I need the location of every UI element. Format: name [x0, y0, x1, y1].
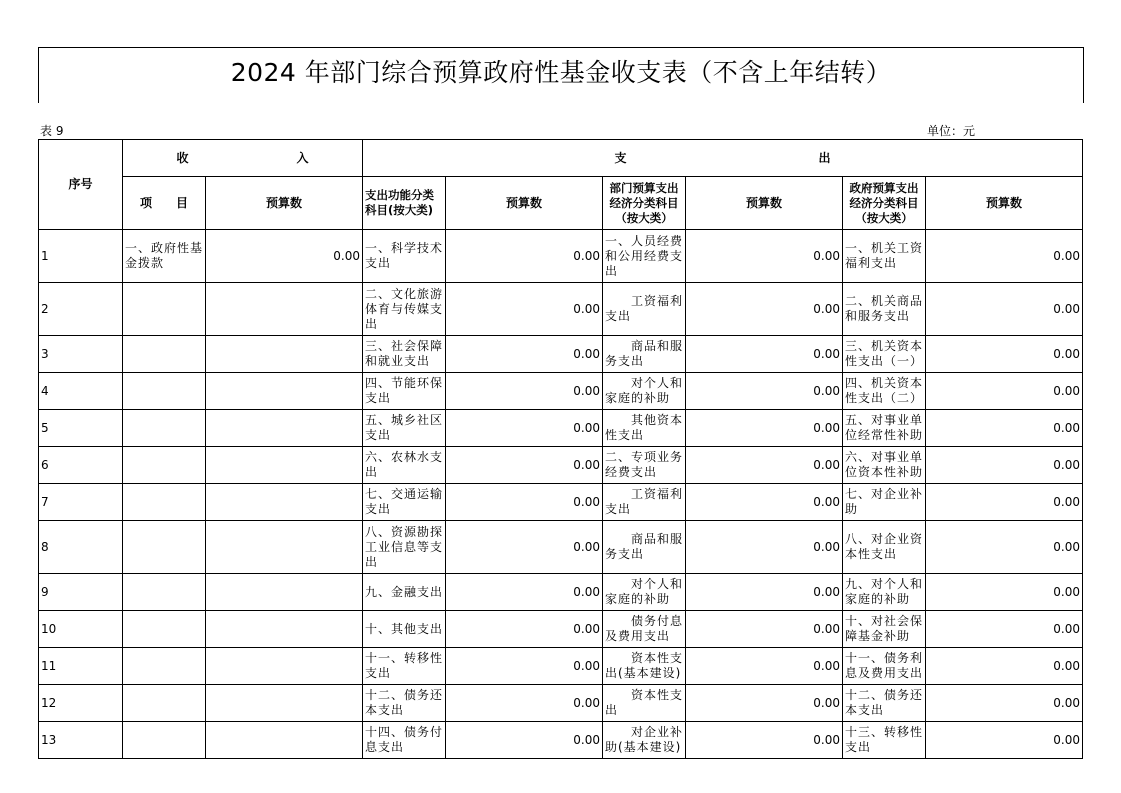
row-gov-amount: 0.00 [926, 484, 1083, 521]
row-gov-item: 一、机关工资福利支出 [843, 230, 926, 283]
row-dept-item: 工资福利支出 [603, 283, 686, 336]
row-gov-amount: 0.00 [926, 685, 1083, 722]
row-item-amount [206, 611, 363, 648]
row-func-item: 七、交通运输支出 [363, 484, 446, 521]
row-gov-item: 七、对企业补助 [843, 484, 926, 521]
row-func-item: 二、文化旅游体育与传媒支出 [363, 283, 446, 336]
row-item [123, 283, 206, 336]
row-item [123, 373, 206, 410]
row-gov-amount: 0.00 [926, 230, 1083, 283]
row-func-item: 九、金融支出 [363, 574, 446, 611]
table-row [39, 521, 1083, 574]
header-income: 收 入 [123, 140, 363, 177]
row-item [123, 521, 206, 574]
row-dept-amount: 0.00 [686, 611, 843, 648]
table-row [39, 611, 1083, 648]
row-item [123, 611, 206, 648]
row-item-amount [206, 484, 363, 521]
row-item-amount [206, 521, 363, 574]
row-func-item: 三、社会保障和就业支出 [363, 336, 446, 373]
row-item-amount [206, 722, 363, 759]
table-row [39, 574, 1083, 611]
row-item-amount [206, 283, 363, 336]
row-gov-item: 四、机关资本性支出（二） [843, 373, 926, 410]
row-dept-amount: 0.00 [686, 283, 843, 336]
row-item-amount: 0.00 [206, 230, 363, 283]
header-budget-gov: 预算数 [926, 177, 1083, 230]
row-seq: 4 [39, 373, 123, 410]
row-func-amount: 0.00 [446, 611, 603, 648]
row-item [123, 648, 206, 685]
row-seq: 2 [39, 283, 123, 336]
header-budget-income: 预算数 [206, 177, 363, 230]
row-gov-item: 六、对事业单位资本性补助 [843, 447, 926, 484]
row-dept-item: 其他资本性支出 [603, 410, 686, 447]
row-func-item: 十、其他支出 [363, 611, 446, 648]
row-item [123, 685, 206, 722]
row-dept-amount: 0.00 [686, 484, 843, 521]
row-gov-item: 二、机关商品和服务支出 [843, 283, 926, 336]
row-gov-item: 五、对事业单位经常性补助 [843, 410, 926, 447]
row-dept-amount: 0.00 [686, 373, 843, 410]
table-row [39, 230, 1083, 283]
row-seq: 9 [39, 574, 123, 611]
row-gov-amount: 0.00 [926, 410, 1083, 447]
budget-table [38, 139, 1083, 759]
row-func-amount: 0.00 [446, 336, 603, 373]
row-dept-item: 商品和服务支出 [603, 336, 686, 373]
row-gov-item: 十二、债务还本支出 [843, 685, 926, 722]
row-item-amount [206, 336, 363, 373]
row-dept-amount: 0.00 [686, 336, 843, 373]
row-gov-amount: 0.00 [926, 574, 1083, 611]
row-item [123, 447, 206, 484]
row-func-item: 十二、债务还本支出 [363, 685, 446, 722]
header-dept-econ: 部门预算支出经济分类科目（按大类） [603, 177, 686, 230]
table-row [39, 648, 1083, 685]
row-item-amount [206, 447, 363, 484]
row-dept-item: 对企业补助(基本建设) [603, 722, 686, 759]
row-dept-amount: 0.00 [686, 447, 843, 484]
table-row [39, 722, 1083, 759]
row-dept-item: 对个人和家庭的补助 [603, 574, 686, 611]
row-gov-amount: 0.00 [926, 648, 1083, 685]
row-seq: 1 [39, 230, 123, 283]
row-gov-item: 八、对企业资本性支出 [843, 521, 926, 574]
row-seq: 13 [39, 722, 123, 759]
row-seq: 5 [39, 410, 123, 447]
row-gov-item: 十一、债务利息及费用支出 [843, 648, 926, 685]
table-row [39, 336, 1083, 373]
row-item-amount [206, 685, 363, 722]
row-gov-amount: 0.00 [926, 283, 1083, 336]
header-seq: 序号 [39, 140, 123, 230]
row-func-item: 十四、债务付息支出 [363, 722, 446, 759]
row-seq: 7 [39, 484, 123, 521]
header-expense: 支 出 [363, 140, 1083, 177]
row-gov-amount: 0.00 [926, 447, 1083, 484]
header-budget-dept: 预算数 [686, 177, 843, 230]
row-func-amount: 0.00 [446, 648, 603, 685]
row-dept-item: 债务付息及费用支出 [603, 611, 686, 648]
row-item [123, 574, 206, 611]
row-item [123, 722, 206, 759]
table-row [39, 283, 1083, 336]
row-dept-item: 一、人员经费和公用经费支出 [603, 230, 686, 283]
table-row [39, 373, 1083, 410]
row-gov-item: 十、对社会保障基金补助 [843, 611, 926, 648]
row-func-amount: 0.00 [446, 484, 603, 521]
row-func-item: 六、农林水支出 [363, 447, 446, 484]
row-gov-item: 九、对个人和家庭的补助 [843, 574, 926, 611]
row-func-amount: 0.00 [446, 521, 603, 574]
title-box [38, 47, 1084, 103]
header-func-class: 支出功能分类科目(按大类) [363, 177, 446, 230]
header-budget-func: 预算数 [446, 177, 603, 230]
row-dept-amount: 0.00 [686, 410, 843, 447]
row-func-item: 八、资源勘探工业信息等支出 [363, 521, 446, 574]
row-dept-item: 工资福利支出 [603, 484, 686, 521]
row-func-amount: 0.00 [446, 722, 603, 759]
row-dept-amount: 0.00 [686, 574, 843, 611]
unit-label: 单位：元 [927, 124, 976, 138]
table-row [39, 410, 1083, 447]
row-dept-item: 资本性支出 [603, 685, 686, 722]
row-dept-item: 资本性支出(基本建设) [603, 648, 686, 685]
header-gov-econ: 政府预算支出经济分类科目（按大类） [843, 177, 926, 230]
header-item: 项 目 [123, 177, 206, 230]
table-row [39, 484, 1083, 521]
row-dept-item: 二、专项业务经费支出 [603, 447, 686, 484]
row-func-amount: 0.00 [446, 685, 603, 722]
row-func-amount: 0.00 [446, 230, 603, 283]
page-title: 2024 年部门综合预算政府性基金收支表（不含上年结转） [230, 58, 892, 87]
row-item-amount [206, 574, 363, 611]
row-dept-amount: 0.00 [686, 722, 843, 759]
row-seq: 11 [39, 648, 123, 685]
row-gov-amount: 0.00 [926, 521, 1083, 574]
table-row [39, 685, 1083, 722]
row-seq: 6 [39, 447, 123, 484]
table-row [39, 447, 1083, 484]
row-dept-amount: 0.00 [686, 230, 843, 283]
row-item-amount [206, 410, 363, 447]
row-func-amount: 0.00 [446, 447, 603, 484]
row-dept-amount: 0.00 [686, 521, 843, 574]
row-gov-amount: 0.00 [926, 373, 1083, 410]
row-seq: 10 [39, 611, 123, 648]
row-gov-amount: 0.00 [926, 336, 1083, 373]
row-gov-amount: 0.00 [926, 611, 1083, 648]
row-func-amount: 0.00 [446, 410, 603, 447]
table-number: 表 9 [40, 124, 64, 138]
row-item [123, 484, 206, 521]
row-func-item: 五、城乡社区支出 [363, 410, 446, 447]
row-func-item: 一、科学技术支出 [363, 230, 446, 283]
row-gov-item: 三、机关资本性支出（一） [843, 336, 926, 373]
row-func-item: 四、节能环保支出 [363, 373, 446, 410]
row-item-amount [206, 373, 363, 410]
row-item [123, 336, 206, 373]
row-gov-item: 十三、转移性支出 [843, 722, 926, 759]
row-item-amount [206, 648, 363, 685]
row-dept-amount: 0.00 [686, 648, 843, 685]
row-item: 一、政府性基金拨款 [123, 230, 206, 283]
row-seq: 3 [39, 336, 123, 373]
row-func-item: 十一、转移性支出 [363, 648, 446, 685]
row-func-amount: 0.00 [446, 373, 603, 410]
row-func-amount: 0.00 [446, 574, 603, 611]
row-seq: 12 [39, 685, 123, 722]
row-func-amount: 0.00 [446, 283, 603, 336]
row-dept-item: 商品和服务支出 [603, 521, 686, 574]
row-dept-amount: 0.00 [686, 685, 843, 722]
row-item [123, 410, 206, 447]
row-dept-item: 对个人和家庭的补助 [603, 373, 686, 410]
row-gov-amount: 0.00 [926, 722, 1083, 759]
row-seq: 8 [39, 521, 123, 574]
